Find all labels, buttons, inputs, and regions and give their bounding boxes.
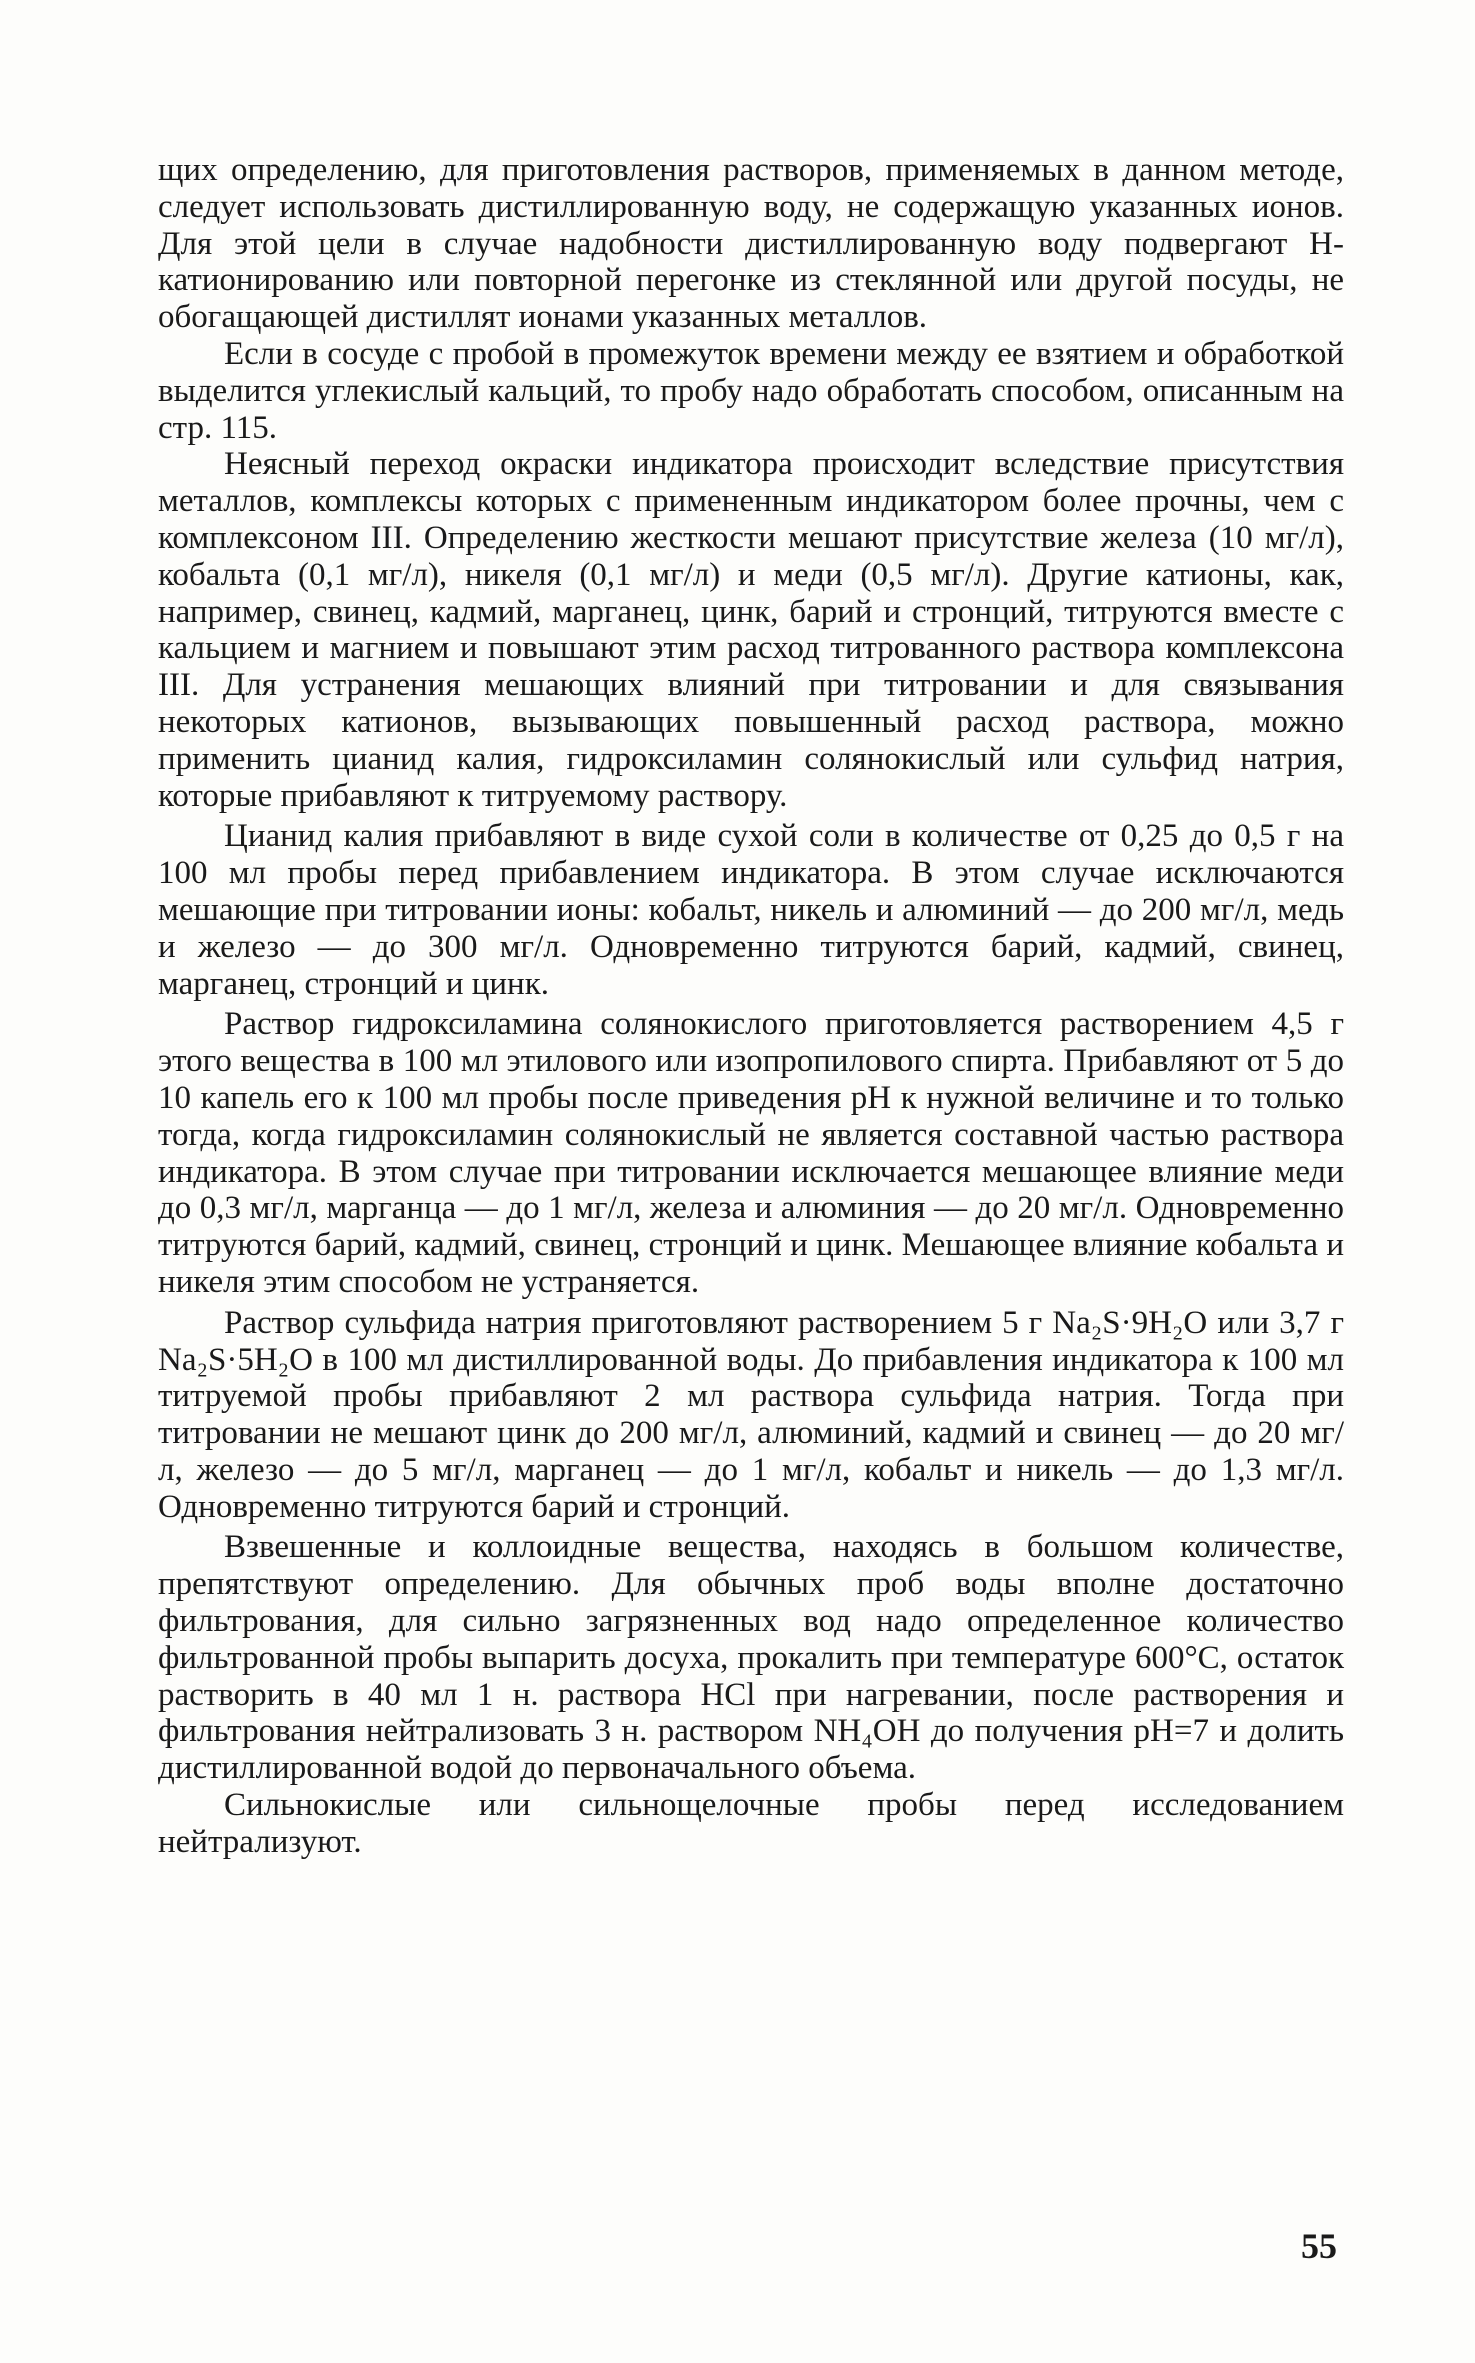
page-number: 55 — [1301, 2226, 1337, 2266]
body-text — [158, 152, 1344, 1861]
paragraph-3: Неясный переход окраски индикатора происходит вследствие присутствия металлов, комплексы которых с примененным индикатором более прочны, чем с комплексоном III. Определению жесткости мешают присутствие железа (10 мг/л), кобальта (0,1 мг/л), никеля (0,1 мг/л) и меди (0,5 мг/л). Другие катионы, как, например, свинец, кадмий, марганец, цинк, барий и стронций, титруются вместе с кальцием и магнием и повышают этим расход титрованного раствора комплексона III. Для устранения мешающих влияний при титровании и для связывания некоторых катионов, вызывающих повышенный расход раствора, можно применить цианид калия, гидроксиламин солянокислый или сульфид натрия, которые прибавляют к титруемому раствору. — [158, 446, 1344, 814]
paragraph-2: Если в сосуде с пробой в промежуток времени между ее взятием и обработкой выделится углекислый кальций, то пробу надо обработать способом, описанным на стр. 115. — [158, 335, 1344, 446]
paragraph-1: щих определению, для приготовления растворов, применяемых в данном методе, следует использовать дистиллированную воду, не содержащую указанных ионов. Для этой цели в случае надобности дистиллированную воду подвергают Н-катионированию или повторной перегонке из стеклянной или другой посуды, не обогащающей дистиллят ионами указанных металлов. — [158, 152, 1344, 336]
paragraph-5: Раствор гидроксиламина солянокислого приготовляется растворением 4,5 г этого вещества в 100 мл этилового или изопропилового спирта. Прибавляют от 5 до 10 капель его к 100 мл пробы после приведения рН к нужной величине и то только тогда, когда гидроксиламин солянокислый не является составной частью раствора индикатора. В этом случае при титровании исключается мешающее влияние меди до 0,3 мг/л, марганца — до 1 мг/л, железа и алюминия — до 20 мг/л. Одновременно титруются барий, кадмий, свинец, стронций и цинк. Мешающее влияние кобальта и никеля этим способом не устраняется. — [158, 1006, 1344, 1300]
paragraph-6: Раствор сульфида натрия приготовляют растворением 5 г Na₂S·9H₂O или 3,7 г Na₂S·5H₂O в 100 мл дистиллированной воды. До прибавления индикатора к 100 мл титруемой пробы прибавляют 2 мл раствора сульфида натрия. Тогда при титровании не мешают цинк до 200 мг/л, алюминий, кадмий и свинец — до 20 мг/л, железо — до 5 мг/л, марганец — до 1 мг/л, кобальт и никель — до 1,3 мг/л. Одновременно титруются барий и стронций. — [158, 1304, 1344, 1525]
paragraph-7: Взвешенные и коллоидные вещества, находясь в большом количестве, препятствуют определению. Для обычных проб воды вполне достаточно фильтрования, для сильно загрязненных вод надо определенное количество фильтрованной пробы выпарить досуха, прокалить при температуре 600°С, остаток растворить в 40 мл 1 н. раствора HCl при нагревании, после растворения и фильтрования нейтрализовать 3 н. раствором NH₄OH до получения pH=7 и долить дистиллированной водой до первоначального объема. — [158, 1529, 1344, 1787]
paragraph-8: Сильнокислые или сильнощелочные пробы перед исследованием нейтрализуют. — [158, 1787, 1344, 1860]
paragraph-4: Цианид калия прибавляют в виде сухой соли в количестве от 0,25 до 0,5 г на 100 мл пробы перед прибавлением индикатора. В этом случае исключаются мешающие при титровании ионы: кобальт, никель и алюминий — до 200 мг/л, медь и железо — до 300 мг/л. Одновременно титруются барий, кадмий, свинец, марганец, стронций и цинк. — [158, 818, 1344, 1002]
